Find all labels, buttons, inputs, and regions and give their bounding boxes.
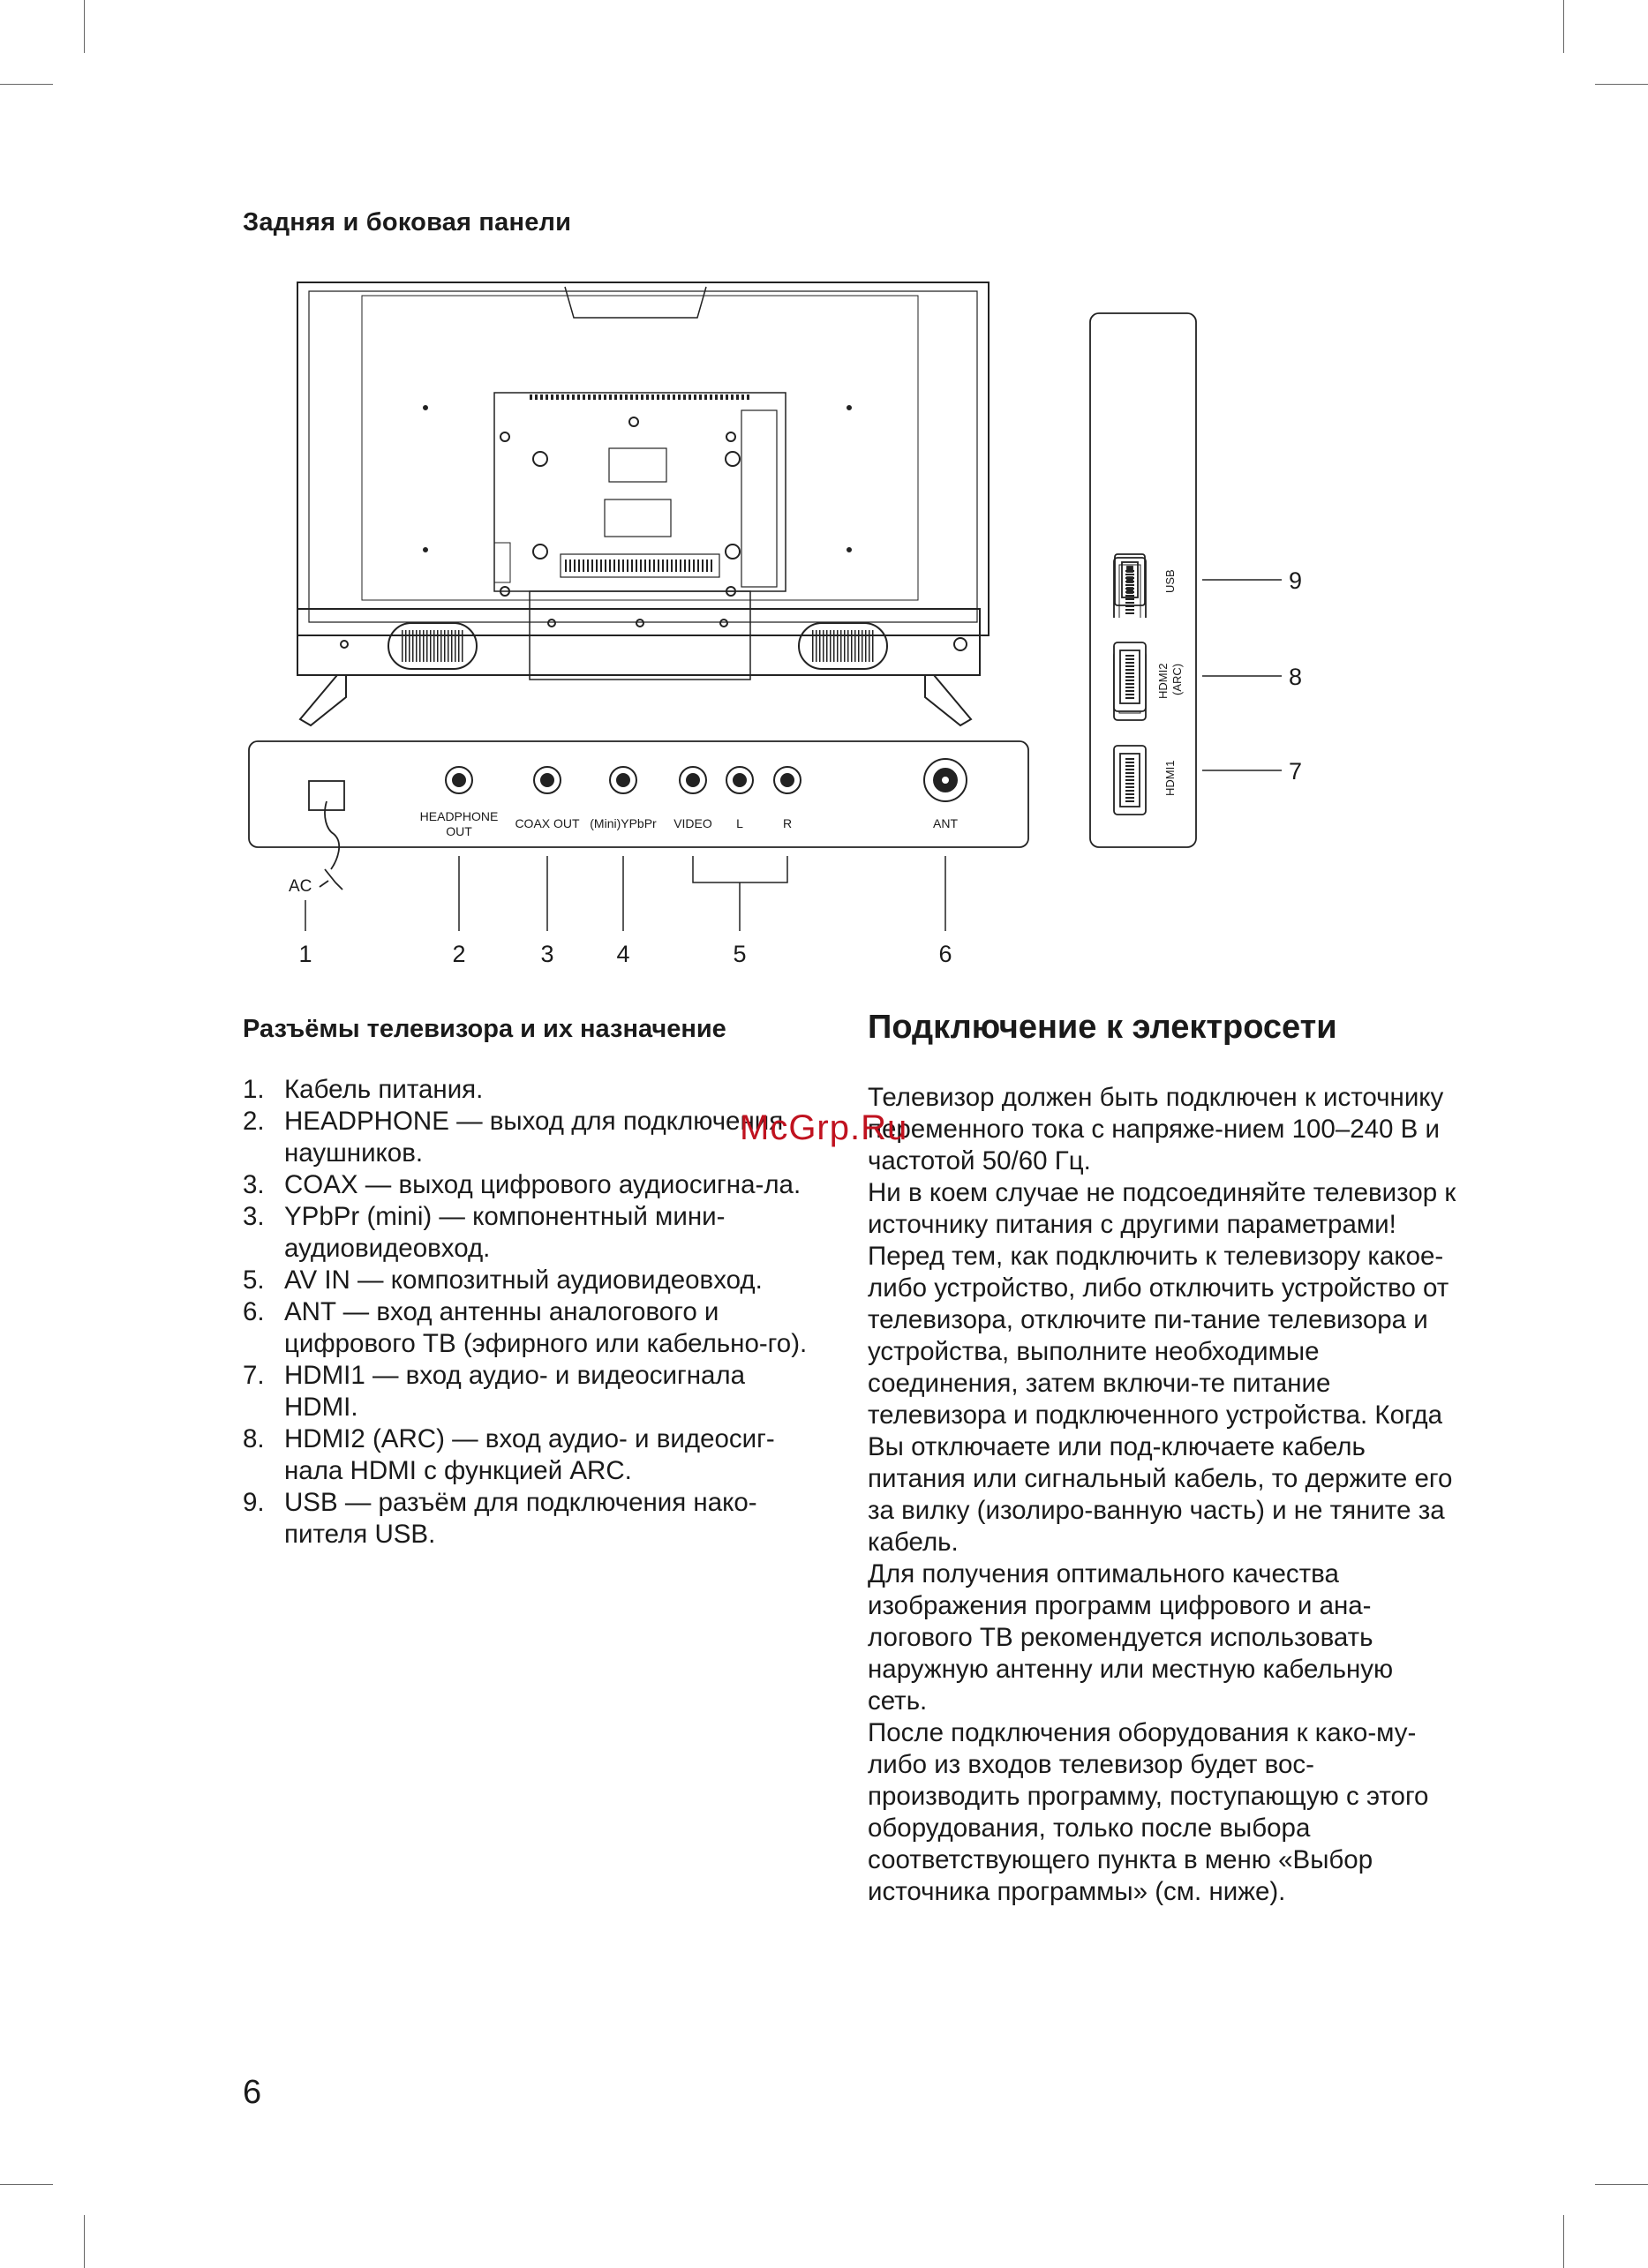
- list-item-number: 8.: [243, 1424, 265, 1453]
- list-item: [243, 1423, 825, 1487]
- video-jack: [680, 767, 706, 793]
- headphone-jack: [446, 767, 472, 793]
- callout-4: 4: [616, 941, 630, 967]
- list-item-text: HEADPHONE — выход для подключения наушников.: [284, 1107, 784, 1168]
- tv-connector-diagram: [0, 0, 1648, 997]
- list-item: [243, 1265, 825, 1296]
- callout-6: 6: [938, 941, 952, 967]
- power-body: [868, 1082, 1459, 1908]
- hdmi2-port: [1114, 642, 1146, 711]
- list-item: [243, 1296, 825, 1360]
- hdmi2-arc-label: (ARC): [1170, 663, 1184, 695]
- headphone-label: HEADPHONE: [419, 809, 499, 823]
- usb-label: USB: [1163, 569, 1177, 593]
- list-item-text: YPbPr (mini) — компонентный мини-аудиовидеовход.: [284, 1202, 726, 1263]
- ant-jack: [924, 759, 967, 801]
- crop-mark: [1595, 2184, 1648, 2185]
- list-item-text: HDMI2 (ARC) — вход аудио- и видеосиг-нала HDMI с функцией ARC.: [284, 1424, 775, 1485]
- crop-mark: [84, 2215, 85, 2268]
- connector-list: [243, 1074, 825, 1551]
- list-item-number: 7.: [243, 1361, 265, 1390]
- ypbpr-jack: [610, 767, 636, 793]
- list-item-text: AV IN — композитный аудиовидеовход.: [284, 1265, 763, 1295]
- ant-label: ANT: [933, 816, 958, 830]
- watermark: McGrp.Ru: [740, 1108, 908, 1147]
- list-item-text: Кабель питания.: [284, 1075, 484, 1104]
- list-item-number: 1.: [243, 1075, 265, 1104]
- headphone-out-label: OUT: [446, 824, 472, 838]
- audio-l-jack: [726, 767, 753, 793]
- list-item: [243, 1169, 825, 1201]
- ac-label: AC: [289, 877, 312, 896]
- crop-mark: [1563, 2215, 1564, 2268]
- paragraph: Телевизор должен быть подключен к источнику переменного тока с напряже-нием 100–240 В и частотой 50/60 Гц.: [868, 1083, 1444, 1175]
- paragraph: После подключения оборудования к како-му-либо из входов телевизор будет вос-производить программу, поступающую с этого оборудования, только после выбора соответствующего пункта в меню «Выбор источника программы» (см. ниже).: [868, 1718, 1429, 1906]
- list-item: [243, 1487, 825, 1551]
- rear-connector-panel: [249, 741, 1028, 890]
- audio-r-jack: [774, 767, 801, 793]
- paragraph: Перед тем, как подключить к телевизору какое-либо устройство, либо отключить устройство от телевизора, отключите пи-тание телевизора и устройства, выполните необходимые соединения, затем включи-те питание телевизора и подключенного устройства. Когда Вы отключаете или под-ключаете кабель питания или сигнальный кабель, то держите его за вилку (изолиро-ванную часть) и не тяните за кабель.: [868, 1242, 1453, 1557]
- hdmi1-label: HDMI1: [1163, 760, 1177, 796]
- video-label: VIDEO: [673, 816, 712, 830]
- coax-out-jack: [534, 767, 561, 793]
- coax-out-label: COAX OUT: [515, 816, 580, 830]
- paragraph: Ни в коем случае не подсоединяйте телевизор к источнику питания с другими параметрами!: [868, 1178, 1456, 1239]
- tv-rear-illustration: [297, 282, 989, 725]
- callout-7: 7: [1289, 758, 1303, 785]
- list-item-text: USB — разъём для подключения нако-пителя USB.: [284, 1488, 757, 1549]
- list-item: [243, 1201, 825, 1265]
- connectors-section: [243, 1015, 825, 1551]
- power-title: Подключение к электросети: [868, 1009, 1337, 1046]
- connectors-title: Разъёмы телевизора и их назначение: [243, 1015, 726, 1043]
- audio-l-label: L: [736, 816, 743, 830]
- list-item-number: 6.: [243, 1297, 265, 1326]
- list-item-text: COAX — выход цифрового аудиосигна-ла.: [284, 1170, 801, 1199]
- list-item: [243, 1074, 825, 1106]
- audio-r-label: R: [782, 816, 793, 830]
- list-item-text: ANT — вход антенны аналогового и цифрового ТВ (эфирного или кабельно-го).: [284, 1297, 808, 1358]
- list-item-number: 3.: [243, 1202, 265, 1231]
- crop-mark: [0, 2184, 53, 2185]
- callout-8: 8: [1289, 664, 1303, 690]
- power-section: [868, 1009, 1459, 1908]
- list-item-number: 9.: [243, 1488, 265, 1517]
- list-item-number: 2.: [243, 1107, 265, 1136]
- callout-2: 2: [452, 941, 466, 967]
- callout-3: 3: [540, 941, 554, 967]
- ypbpr-label: (Mini)YPbPr: [590, 816, 657, 830]
- section-title: Задняя и боковая панели: [243, 208, 572, 237]
- callout-5: 5: [733, 941, 747, 967]
- callout-9: 9: [1289, 567, 1303, 594]
- callout-1: 1: [298, 941, 312, 967]
- list-item-number: 3.: [243, 1170, 265, 1199]
- hdmi1-port: [1114, 746, 1146, 815]
- hdmi2-label: HDMI2: [1156, 663, 1170, 699]
- paragraph: Для получения оптимального качества изображения программ цифрового и ана-логового ТВ рекомендуется использовать наружную антенну или местную кабельную сеть.: [868, 1559, 1394, 1716]
- list-item-text: HDMI1 — вход аудио- и видеосигнала HDMI.: [284, 1361, 746, 1422]
- page-number: 6: [243, 2074, 262, 2111]
- list-item: [243, 1360, 825, 1423]
- list-item-number: 5.: [243, 1265, 265, 1295]
- list-item: [243, 1106, 825, 1169]
